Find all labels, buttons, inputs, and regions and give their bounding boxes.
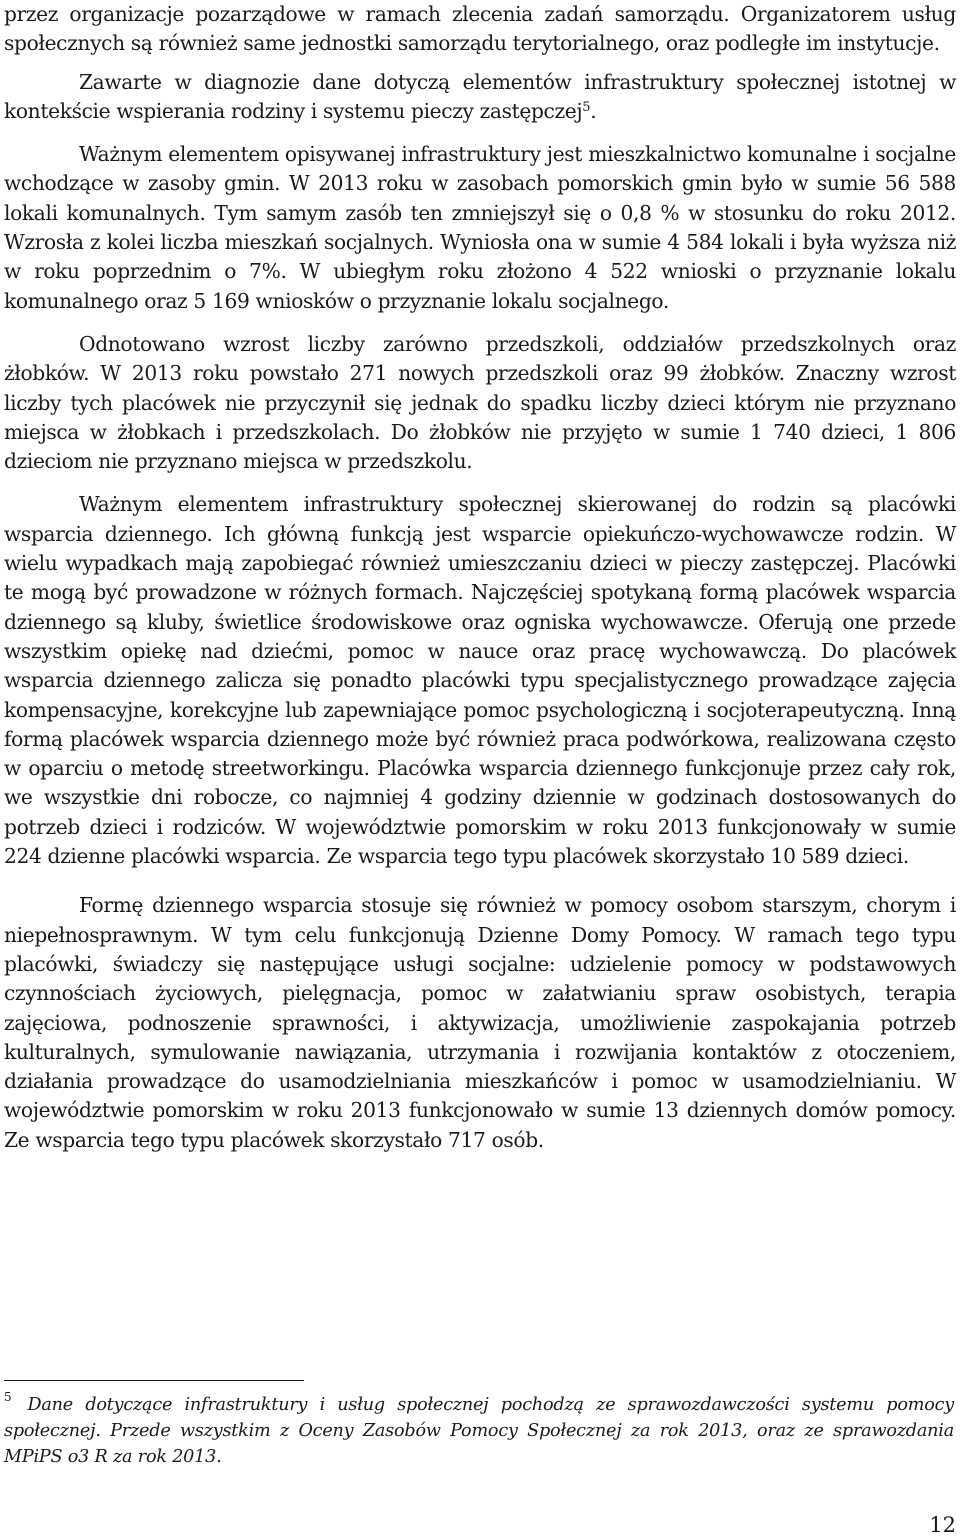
page-number: 12 — [929, 1513, 956, 1537]
footnote-reference[interactable]: 5 — [582, 99, 591, 115]
page-body — [4, 0, 956, 1155]
footnote-mark: 5 — [4, 1390, 12, 1404]
paragraph-day-care-homes: Formę dziennego wsparcia stosuje się również w pomocy osobom starszym, chorym i niepełnosprawnym. W tym celu funkcjonują Dzienne Domy Pomocy. W ramach tego typu placówki, świadczy się następujące usługi socjalne: udzielenie pomocy w podstawowych czynnościach życiowych, pielęgnacja, pomoc w załatwianiu spraw osobistych, terapia zajęciowa, podnoszenie sprawności, i aktywizacja, umożliwienie zaspokajania potrzeb kulturalnych, symulowanie nawiązania, utrzymania i rozwijania kontaktów z otoczeniem, działania prowadzące do usamodzielniania mieszkańców i pomoc w usamodzielnianiu. W województwie pomorskim w roku 2013 funkcjonowało w sumie 13 dziennych domów pomocy. Ze wsparcia tego typu placówek skorzystało 717 osób. — [4, 893, 956, 1152]
paragraph-continuation: przez organizacje pozarządowe w ramach zlecenia zadań samorządu. Organizatorem usług społecznych są również same jednostki samorządu terytorialnego, oraz podległe im instytucje. — [4, 2, 956, 56]
paragraph-housing: Ważnym elementem opisywanej infrastruktury jest mieszkalnictwo komunalne i socjalne wchodzące w zasoby gmin. W 2013 roku w zasobach pomorskich gmin było w sumie 56 588 lokali komunalnych. Tym samym zasób ten zmniejszył się o 0,8 % w stosunku do roku 2012. Wzrosła z kolei liczba mieszkań socjalnych. Wyniosła ona w sumie 4 584 lokali i była wyższa niż w roku poprzednim o 7%. W ubiegłym roku złożono 4 522 wnioski o przyznanie lokalu komunalnego oraz 5 169 wniosków o przyznanie lokalu socjalnego. — [4, 142, 956, 313]
paragraph-diagnosis-period: . — [590, 98, 597, 123]
paragraph-day-support: Ważnym elementem infrastruktury społecznej skierowanej do rodzin są placówki wsparcia dziennego. Ich główną funkcją jest wsparcie opiekuńczo-wychowawcze rodzin. W wielu wypadkach mają zapobiegać również umieszczaniu dzieci w pieczy zastępczej. Placówki te mogą być prowadzone w różnych formach. Najczęściej spotykaną formą placówek wsparcia dziennego są kluby, świetlice środowiskowe oraz ogniska wychowawcze. Oferują one przede wszystkim opiekę nad dziećmi, pomoc w nauce oraz pracę wychowawczą. Do placówek wsparcia dziennego zalicza się ponadto placówki typu specjalistycznego prowadzące zajęcia kompensacyjne, korekcyjne lub zapewniające pomoc psychologiczną i socjoterapeutyczną. Inną formą placówek wsparcia dziennego może być również praca podwórkowa, realizowana często w oparciu o metodę streetworkingu. Placówka wsparcia dziennego funkcjonuje przez cały rok, we wszystkie dni robocze, co najmniej 4 godziny dziennie w godzinach dostosowanych do potrzeb dzieci i rodziców. W województwie pomorskim w roku 2013 funkcjonowały w sumie 224 dzienne placówki wsparcia. Ze wsparcia tego typu placówek skorzystało 10 589 dzieci. — [4, 492, 956, 869]
footnote-separator — [4, 1380, 304, 1381]
footnote-text: Dane dotyczące infrastruktury i usług społecznej pochodzą ze sprawozdawczości systemu pomocy społecznej. Przede wszystkim z Oceny Zasobów Pomocy Społecznej za rok 2013, oraz ze sprawozdania MPiPS o3 R za rok 2013. — [4, 1395, 954, 1467]
paragraph-diagnosis-text: Zawarte w diagnozie dane dotyczą elementów infrastruktury społecznej istotnej w kontekście wspierania rodziny i systemu pieczy zastępczej — [4, 69, 956, 123]
paragraph-diagnosis-scope — [4, 68, 956, 127]
footnote — [4, 1392, 954, 1470]
paragraph-preschools: Odnotowano wzrost liczby zarówno przedszkoli, oddziałów przedszkolnych oraz żłobków. W 2013 roku powstało 271 nowych przedszkoli oraz 99 żłobków. Znaczny wzrost liczby tych placówek nie przyczynił się jednak do spadku liczby dzieci którym nie przyznano miejsca w żłobkach i przedszkolach. Do żłobków nie przyjęto w sumie 1 740 dzieci, 1 806 dzieciom nie przyznano miejsca w przedszkolu. — [4, 331, 956, 474]
